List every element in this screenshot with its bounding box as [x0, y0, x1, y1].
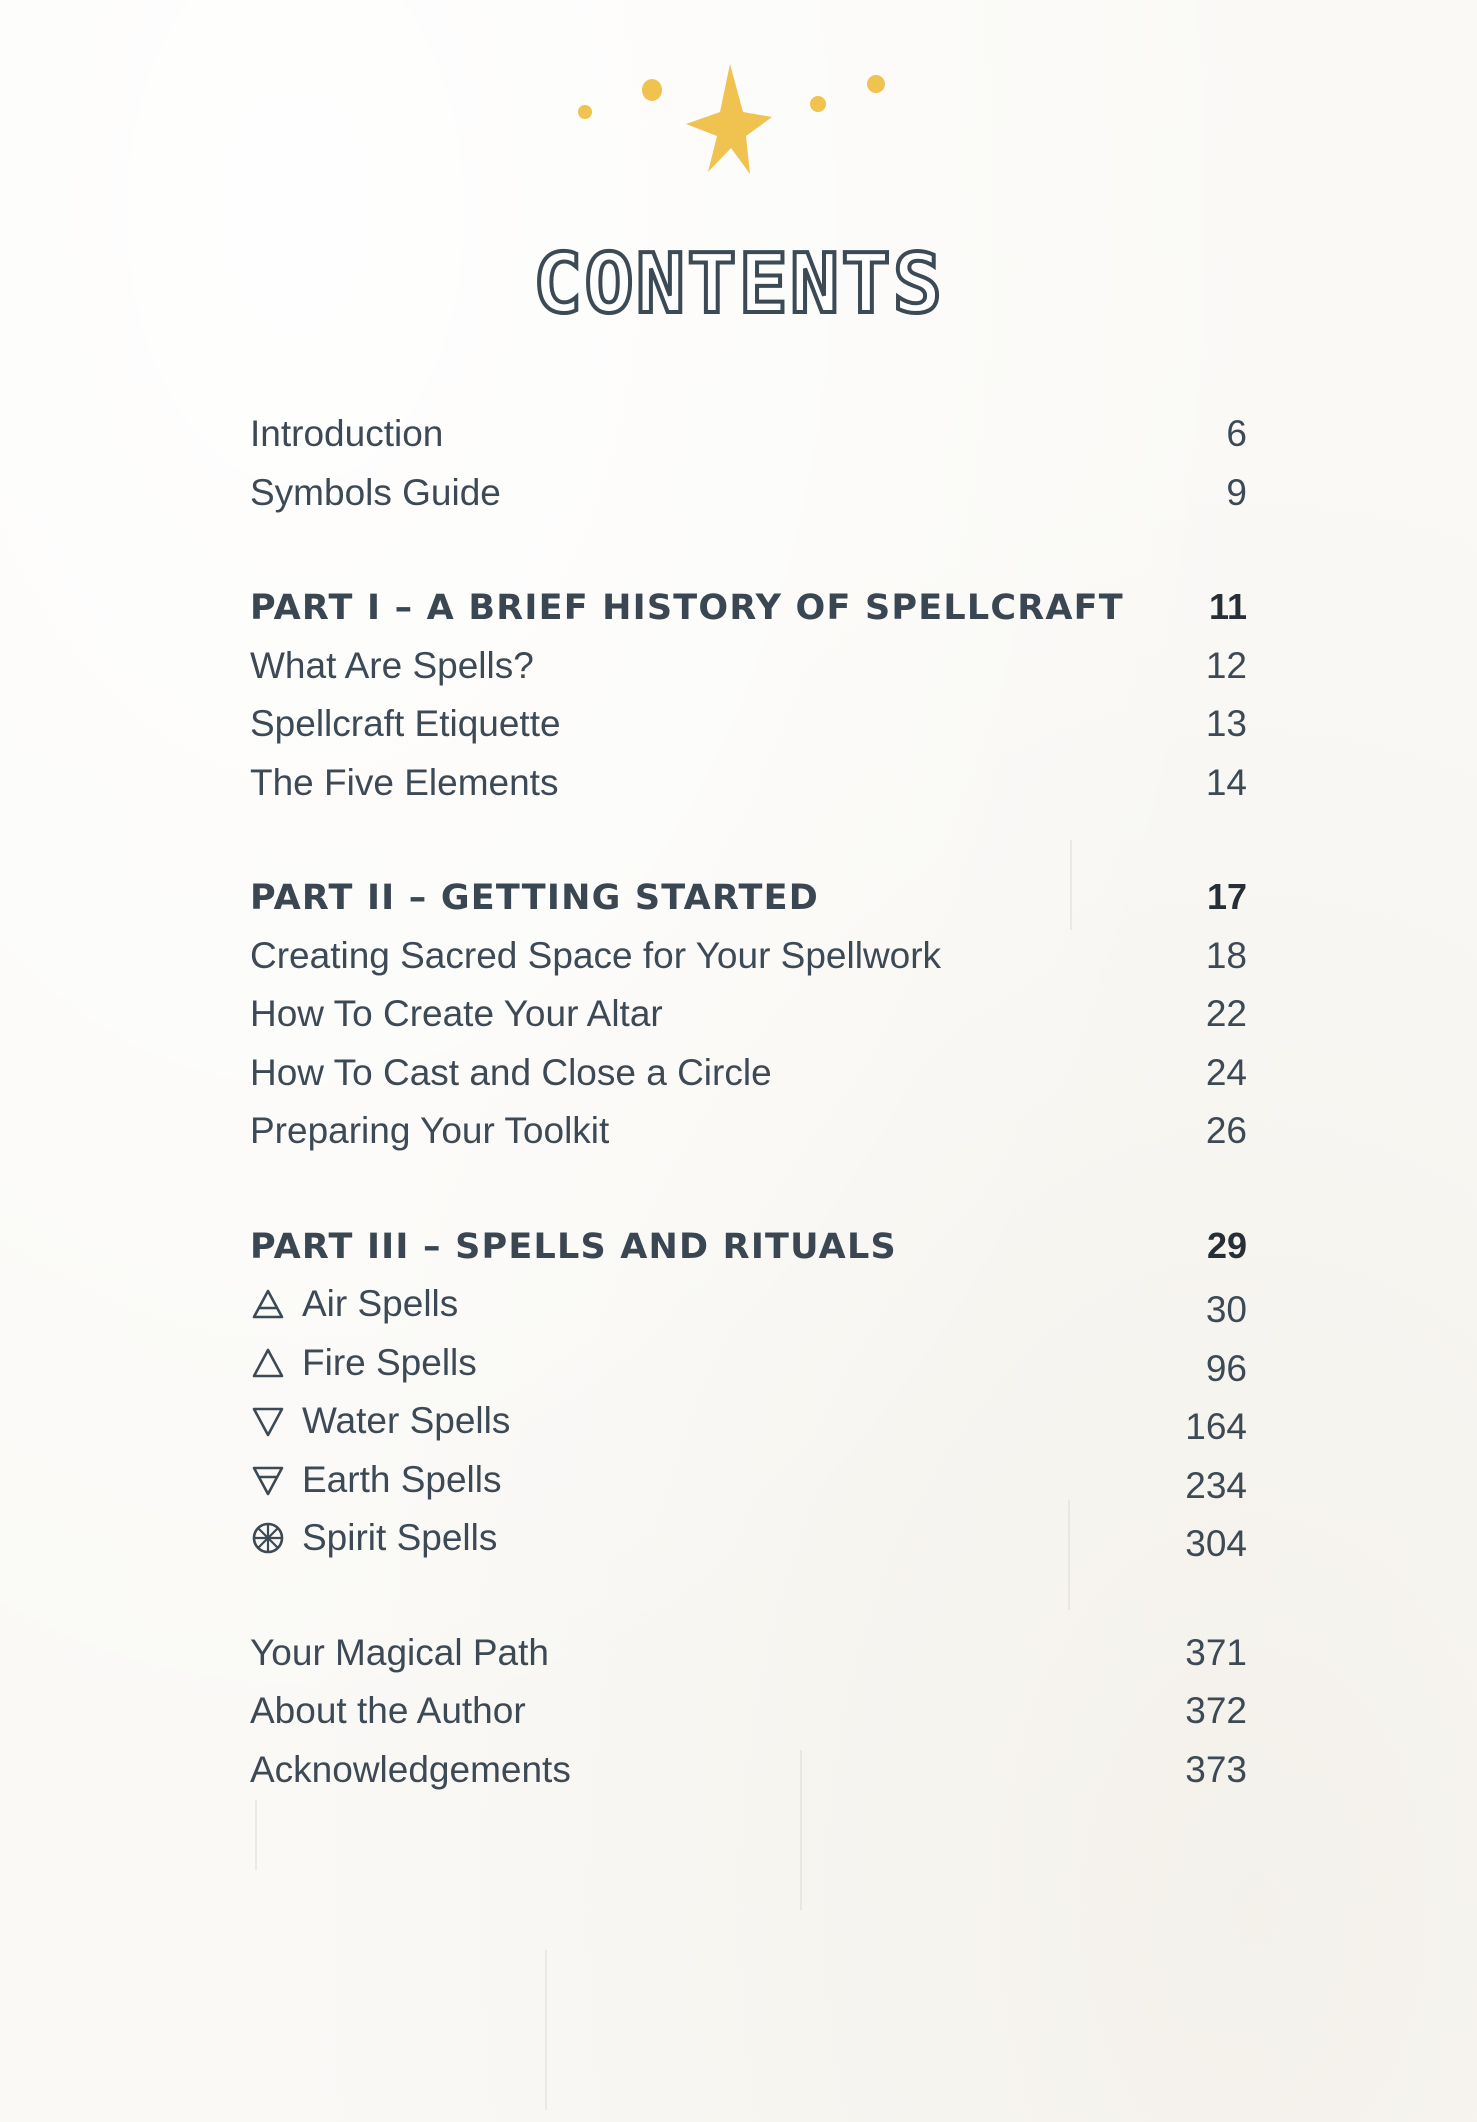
- toc-entry-label-wrap: [250, 1334, 477, 1393]
- toc-page-number: 13: [1205, 703, 1247, 744]
- toc-entry-introduction[interactable]: [250, 405, 1247, 464]
- toc-entry-symbols-guide[interactable]: [250, 464, 1247, 523]
- toc-entry-label: How To Create Your Altar: [250, 993, 663, 1034]
- part-one-heading[interactable]: [250, 578, 1247, 637]
- water-symbol-icon: [250, 1403, 286, 1439]
- toc-entry-acknowledgements[interactable]: [250, 1741, 1247, 1800]
- toc-page-number: 234: [1185, 1464, 1247, 1506]
- table-of-contents: [250, 405, 1247, 1855]
- toc-entry-label: Creating Sacred Space for Your Spellwork: [250, 934, 942, 976]
- toc-entry-label: How To Cast and Close a Circle: [250, 1051, 772, 1093]
- toc-page-number: 14: [1205, 761, 1247, 803]
- toc-entry-label: About the Author: [250, 1690, 526, 1731]
- toc-entry-label: Spirit Spells: [302, 1517, 498, 1558]
- toc-entry-label-wrap: [250, 1451, 502, 1510]
- toc-page-number: 24: [1205, 1051, 1247, 1093]
- toc-page-number: 26: [1205, 1110, 1247, 1151]
- toc-page-number: 12: [1205, 644, 1247, 686]
- toc-entry-label: Spellcraft Etiquette: [250, 703, 561, 744]
- toc-entry-create-altar[interactable]: [250, 985, 1247, 1044]
- part-title: PART I – A BRIEF HISTORY OF SPELLCRAFT: [250, 588, 1124, 628]
- toc-entry-label-wrap: [250, 1275, 458, 1334]
- back-matter-group: [250, 1624, 1247, 1800]
- toc-entry-about-author[interactable]: [250, 1682, 1247, 1741]
- toc-page-number: 372: [1185, 1690, 1247, 1731]
- toc-entry-cast-circle[interactable]: [250, 1044, 1247, 1103]
- toc-entry-spellcraft-etiquette[interactable]: [250, 695, 1247, 754]
- toc-entry-five-elements[interactable]: [250, 754, 1247, 813]
- toc-entry-label: Fire Spells: [302, 1341, 477, 1383]
- toc-entry-toolkit[interactable]: [250, 1102, 1247, 1161]
- toc-entry-label: Air Spells: [302, 1283, 459, 1324]
- toc-entry-label: Your Magical Path: [250, 1631, 549, 1673]
- toc-entry-fire-spells[interactable]: [250, 1334, 1247, 1393]
- spirit-symbol-icon: [250, 1520, 286, 1556]
- toc-entry-label: Symbols Guide: [250, 471, 501, 513]
- toc-page-number: 164: [1185, 1406, 1247, 1448]
- star-decoration-icon: [560, 50, 920, 200]
- air-symbol-icon: [250, 1286, 286, 1322]
- toc-page-number: 30: [1205, 1289, 1247, 1331]
- part-two-group: [250, 868, 1247, 1161]
- part-title: PART II – GETTING STARTED: [250, 878, 819, 918]
- toc-entry-label: Earth Spells: [302, 1458, 502, 1500]
- toc-page-number: 9: [1226, 471, 1247, 513]
- toc-page-number: 17: [1206, 876, 1247, 917]
- toc-entry-air-spells[interactable]: [250, 1275, 1247, 1334]
- front-matter-group: [250, 405, 1247, 522]
- toc-entry-sacred-space[interactable]: [250, 927, 1247, 986]
- toc-entry-label: Water Spells: [302, 1400, 511, 1441]
- page-title: CONTENTS: [533, 237, 944, 332]
- toc-page-number: 6: [1226, 413, 1247, 454]
- earth-symbol-icon: [250, 1462, 286, 1498]
- toc-page-number: 22: [1205, 993, 1247, 1034]
- toc-entry-label-wrap: [250, 1509, 497, 1568]
- toc-page-number: 373: [1185, 1748, 1247, 1790]
- part-three-heading[interactable]: [250, 1217, 1247, 1276]
- part-three-group: [250, 1217, 1247, 1568]
- toc-entry-water-spells[interactable]: [250, 1392, 1247, 1451]
- part-one-group: [250, 578, 1247, 812]
- part-two-heading[interactable]: [250, 868, 1247, 927]
- toc-entry-label: What Are Spells?: [250, 644, 534, 686]
- toc-entry-label: Preparing Your Toolkit: [250, 1110, 610, 1151]
- toc-entry-magical-path[interactable]: [250, 1624, 1247, 1683]
- toc-entry-spirit-spells[interactable]: [250, 1509, 1247, 1568]
- toc-page-number: 29: [1206, 1224, 1247, 1266]
- part-title: PART III – SPELLS AND RITUALS: [250, 1226, 897, 1267]
- toc-page-number: 371: [1185, 1631, 1247, 1673]
- toc-entry-label-wrap: [250, 1392, 510, 1451]
- fire-symbol-icon: [250, 1345, 286, 1381]
- toc-page-number: 11: [1208, 586, 1247, 627]
- toc-page-number: 18: [1205, 934, 1247, 976]
- toc-entry-earth-spells[interactable]: [250, 1451, 1247, 1510]
- page-crease: [545, 1950, 547, 2110]
- toc-page-number: 304: [1185, 1523, 1247, 1565]
- toc-entry-label: Introduction: [250, 413, 444, 454]
- toc-entry-label: The Five Elements: [250, 761, 559, 803]
- toc-page-number: 96: [1205, 1347, 1247, 1389]
- toc-entry-label: Acknowledgements: [250, 1748, 571, 1790]
- toc-entry-what-are-spells[interactable]: [250, 637, 1247, 696]
